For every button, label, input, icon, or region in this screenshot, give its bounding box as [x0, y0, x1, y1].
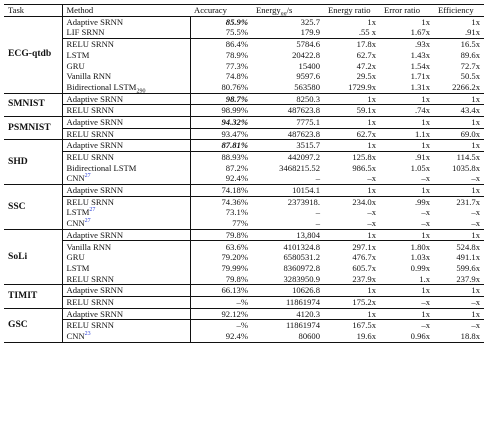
efficiency-cell: 1x [434, 116, 484, 128]
energy-cell: – [315, 173, 320, 184]
table-row [4, 252, 484, 263]
energy-ratio-cell: 59.1x [324, 105, 380, 117]
accuracy-cell: 80.76% [221, 81, 248, 92]
energy-cell: 4120.3 [252, 308, 324, 320]
efficiency-cell: 89.6x [460, 49, 480, 60]
method-label: Adaptive SRNN [66, 308, 124, 319]
method-cell [62, 263, 190, 274]
table-row [4, 39, 484, 50]
header-energy-sub: nn [280, 11, 287, 17]
method-cell [62, 173, 190, 184]
table-row [4, 140, 484, 152]
efficiency-cell: 1x [434, 308, 484, 320]
accuracy-cell: 74.36% [190, 196, 252, 207]
header-method: Method [62, 5, 190, 17]
energy-ratio-cell: 17.8x [324, 39, 380, 50]
method-label: RELU SRNN [66, 296, 115, 307]
header-accuracy: Accuracy [190, 5, 252, 17]
task-cell: SHD [4, 140, 62, 185]
method-cell [62, 16, 190, 27]
method-label: RELU SRNN [66, 152, 115, 163]
method-label: Bidirectional LSTM [66, 162, 137, 173]
energy-ratio-cell: 19.6x [324, 331, 380, 342]
error-ratio-cell: 1.05x [410, 162, 430, 173]
accuracy-cell: 92.4% [225, 173, 248, 184]
results-table [4, 4, 484, 343]
accuracy-cell: 79.99% [221, 262, 248, 273]
method-label: Adaptive SRNN [66, 285, 124, 296]
energy-ratio-cell: 476.7x [352, 252, 376, 263]
efficiency-cell: 524.8x [434, 241, 484, 252]
error-ratio-cell: 0.96x [380, 331, 434, 342]
method-label: RELU SRNN [66, 105, 115, 116]
error-ratio-cell: 1.03x [410, 252, 430, 263]
method-cell [62, 71, 190, 82]
energy-cell: 179.9 [300, 27, 320, 38]
error-ratio-cell: .74x [380, 105, 434, 117]
error-ratio-cell: 1.x [419, 273, 430, 284]
efficiency-cell: –x [471, 207, 480, 218]
error-ratio-cell: 1.54x [410, 60, 430, 71]
method-cell [62, 185, 190, 197]
error-ratio-cell: 1x [380, 16, 434, 27]
efficiency-cell: 491.1x [456, 252, 480, 263]
error-ratio-cell: 1x [380, 93, 434, 105]
method-cell [62, 241, 190, 252]
energy-ratio-cell: 1x [324, 308, 380, 320]
error-ratio-cell: 1.31x [410, 81, 430, 92]
accuracy-cell: 63.6% [190, 241, 252, 252]
method-label: LSTM [66, 262, 90, 273]
table-row [4, 60, 484, 71]
efficiency-cell: –x [471, 173, 480, 184]
energy-cell: 10626.8 [252, 285, 324, 297]
task-cell: SoLi [4, 229, 62, 284]
error-ratio-cell: 1x [380, 229, 434, 241]
energy-cell: 325.7 [252, 16, 324, 27]
energy-ratio-cell: 1x [324, 185, 380, 197]
method-cell [62, 320, 190, 331]
efficiency-cell: 1x [434, 285, 484, 297]
energy-cell: 15400 [298, 60, 320, 71]
method-cell [62, 50, 190, 61]
energy-cell: 6580531.2 [283, 252, 320, 263]
efficiency-cell: 231.7x [434, 196, 484, 207]
method-cell [62, 229, 190, 241]
energy-cell: 11861974 [252, 320, 324, 331]
energy-cell: 3515.7 [252, 140, 324, 152]
method-cell [62, 218, 190, 229]
energy-cell: 8250.3 [252, 93, 324, 105]
task-cell: TIMIT [4, 285, 62, 308]
method-cell [62, 93, 190, 105]
header-row [4, 5, 484, 17]
table-row [4, 296, 484, 308]
error-ratio-cell: 1.43x [410, 49, 430, 60]
task-cell: ECG-qtdb [4, 16, 62, 93]
efficiency-cell: –x [471, 218, 480, 229]
accuracy-cell: –% [190, 320, 252, 331]
efficiency-cell: 18.8x [434, 331, 484, 342]
energy-cell: 442097.2 [252, 151, 324, 162]
energy-ratio-cell: 1x [324, 140, 380, 152]
energy-ratio-cell: 125.8x [324, 151, 380, 162]
accuracy-cell: 92.12% [190, 308, 252, 320]
energy-ratio-cell: 1x [324, 93, 380, 105]
accuracy-cell: 86.4% [190, 39, 252, 50]
method-label: Adaptive SRNN [66, 16, 124, 27]
energy-ratio-cell: 29.5x [356, 71, 376, 82]
efficiency-cell: 69.0x [434, 128, 484, 140]
efficiency-cell: 114.5x [434, 151, 484, 162]
table-row [4, 308, 484, 320]
efficiency-cell: 1x [434, 229, 484, 241]
citation-link[interactable]: 27 [89, 207, 96, 214]
method-label: RELU SRNN [66, 320, 115, 331]
energy-cell: 3283950.9 [283, 273, 320, 284]
method-cell [62, 128, 190, 140]
method-label: Vanilla RNN [66, 71, 112, 82]
energy-ratio-cell: 167.5x [324, 320, 380, 331]
error-ratio-cell: 1.71x [410, 71, 430, 82]
error-ratio-cell: 1.67x [410, 27, 430, 38]
table-row [4, 229, 484, 241]
energy-cell: 5784.6 [252, 39, 324, 50]
table-row [4, 274, 484, 285]
table-row [4, 93, 484, 105]
error-ratio-cell: –x [421, 207, 430, 218]
accuracy-cell: 74.8% [225, 71, 248, 82]
citation-link[interactable]: 27 [84, 173, 91, 180]
accuracy-cell: –% [190, 296, 252, 308]
energy-ratio-cell: 1729.9x [348, 81, 376, 92]
error-ratio-cell: 1.80x [380, 241, 434, 252]
energy-cell: 4101324.8 [252, 241, 324, 252]
efficiency-cell: 43.4x [434, 105, 484, 117]
header-task: Task [4, 5, 62, 17]
method-cell [62, 296, 190, 308]
method-label: RELU SRNN [66, 128, 115, 139]
accuracy-cell: 87.81% [190, 140, 252, 152]
method-cell [62, 116, 190, 128]
header-efficiency: Efficiency [434, 5, 484, 17]
energy-ratio-cell: 237.9x [352, 273, 376, 284]
efficiency-cell: 1x [434, 185, 484, 197]
table-row [4, 196, 484, 207]
energy-cell: 8360972.8 [283, 262, 320, 273]
method-label: LSTM [66, 49, 90, 60]
energy-ratio-cell: 175.2x [324, 296, 380, 308]
energy-cell: – [315, 207, 320, 218]
efficiency-cell: 1x [434, 16, 484, 27]
task-cell: SMNIST [4, 93, 62, 116]
table-row [4, 263, 484, 274]
error-ratio-cell: –x [380, 296, 434, 308]
error-ratio-cell: 1x [380, 140, 434, 152]
energy-ratio-cell: 1x [324, 16, 380, 27]
results-table-container [4, 4, 484, 343]
accuracy-cell: 74.18% [190, 185, 252, 197]
accuracy-cell: 78.9% [225, 49, 248, 60]
table-row [4, 218, 484, 229]
error-ratio-cell: 1x [380, 116, 434, 128]
energy-ratio-cell: 1x [324, 116, 380, 128]
accuracy-cell: 94.32% [190, 116, 252, 128]
accuracy-cell: 87.2% [225, 162, 248, 173]
accuracy-cell: 66.13% [190, 285, 252, 297]
efficiency-cell: .91x [464, 27, 480, 38]
method-cell [62, 207, 190, 218]
method-subscript: 290 [136, 88, 146, 93]
efficiency-cell: 50.5x [460, 71, 480, 82]
efficiency-cell: –x [434, 296, 484, 308]
citation-link[interactable]: 23 [84, 331, 91, 338]
method-cell [62, 274, 190, 285]
efficiency-cell: 1035.8x [452, 162, 480, 173]
method-cell [62, 140, 190, 152]
error-ratio-cell: .91x [380, 151, 434, 162]
energy-ratio-cell: 297.1x [324, 241, 380, 252]
table-row [4, 151, 484, 162]
energy-ratio-cell: 62.7x [324, 128, 380, 140]
table-row [4, 173, 484, 184]
header-energy-unit: /s [286, 5, 293, 16]
error-ratio-cell: 1x [380, 308, 434, 320]
method-label: RELU SRNN [66, 39, 115, 50]
header-energy-ratio: Energy ratio [324, 5, 380, 17]
method-cell [62, 105, 190, 117]
energy-cell: 563580 [294, 81, 320, 92]
energy-ratio-cell: 234.0x [324, 196, 380, 207]
energy-cell: 80600 [252, 331, 324, 342]
table-row [4, 185, 484, 197]
accuracy-cell: 88.93% [190, 151, 252, 162]
method-label: CNN [66, 331, 85, 342]
method-label: Bidirectional LSTM [66, 81, 137, 92]
method-cell [62, 252, 190, 263]
energy-ratio-cell: .55 x [358, 27, 376, 38]
energy-cell: 487623.8 [252, 105, 324, 117]
task-cell: GSC [4, 308, 62, 342]
error-ratio-cell: .99x [380, 196, 434, 207]
method-cell [62, 151, 190, 162]
method-cell [62, 60, 190, 71]
accuracy-cell: 93.47% [190, 128, 252, 140]
table-row [4, 128, 484, 140]
header-energy-main: Energy [256, 5, 281, 16]
table-row [4, 16, 484, 27]
error-ratio-cell: 1x [380, 185, 434, 197]
method-cell [62, 82, 190, 93]
method-label: CNN [66, 218, 85, 229]
citation-link[interactable]: 27 [84, 218, 91, 225]
error-ratio-cell: –x [421, 218, 430, 229]
method-cell [62, 27, 190, 38]
method-label: Adaptive SRNN [66, 116, 124, 127]
accuracy-cell: 79.20% [221, 252, 248, 263]
method-label: CNN [66, 173, 85, 184]
method-label: GRU [66, 60, 85, 71]
energy-ratio-cell: –x [367, 207, 376, 218]
accuracy-cell: 92.4% [190, 331, 252, 342]
method-label: RELU SRNN [66, 273, 115, 284]
table-row [4, 285, 484, 297]
method-label: GRU [66, 252, 85, 263]
error-ratio-cell: 0.99x [410, 262, 430, 273]
energy-cell: 20422.8 [292, 49, 320, 60]
method-label: RELU SRNN [66, 196, 115, 207]
energy-cell: 487623.8 [252, 128, 324, 140]
efficiency-cell: –x [434, 320, 484, 331]
table-row [4, 105, 484, 117]
header-energy [252, 5, 324, 17]
method-cell [62, 331, 190, 342]
method-label: Adaptive SRNN [66, 93, 124, 104]
efficiency-cell: 72.7x [460, 60, 480, 71]
accuracy-cell: 73.1% [225, 207, 248, 218]
method-cell [62, 163, 190, 174]
results-body [4, 16, 484, 342]
table-row [4, 71, 484, 82]
table-row [4, 163, 484, 174]
accuracy-cell: 98.99% [190, 105, 252, 117]
method-label: LSTM [66, 207, 90, 218]
error-ratio-cell: –x [380, 320, 434, 331]
accuracy-cell: 79.8% [225, 273, 248, 284]
efficiency-cell: 1x [434, 140, 484, 152]
method-label: Adaptive SRNN [66, 229, 124, 240]
task-cell: PSMNIST [4, 116, 62, 139]
energy-ratio-cell: –x [367, 218, 376, 229]
energy-cell: 11861974 [252, 296, 324, 308]
energy-cell: 9597.6 [296, 71, 320, 82]
accuracy-cell: 75.5% [225, 27, 248, 38]
energy-ratio-cell: 62.7x [356, 49, 376, 60]
energy-ratio-cell: 605.7x [352, 262, 376, 273]
efficiency-cell: 16.5x [434, 39, 484, 50]
method-label: Adaptive SRNN [66, 140, 124, 151]
energy-cell: – [315, 218, 320, 229]
energy-cell: 7775.1 [252, 116, 324, 128]
energy-ratio-cell: 1x [324, 229, 380, 241]
energy-ratio-cell: 1x [324, 285, 380, 297]
method-cell [62, 285, 190, 297]
error-ratio-cell: 1.1x [380, 128, 434, 140]
accuracy-cell: 77% [232, 218, 248, 229]
method-label: Adaptive SRNN [66, 185, 124, 196]
table-row [4, 207, 484, 218]
energy-ratio-cell: 986.5x [352, 162, 376, 173]
method-cell [62, 39, 190, 50]
table-row [4, 82, 484, 93]
task-cell: SSC [4, 185, 62, 230]
header-error-ratio: Error ratio [380, 5, 434, 17]
energy-ratio-cell: –x [367, 173, 376, 184]
energy-cell: 2373918. [252, 196, 324, 207]
method-cell [62, 308, 190, 320]
accuracy-cell: 79.8% [190, 229, 252, 241]
accuracy-cell: 98.7% [190, 93, 252, 105]
table-row [4, 50, 484, 61]
error-ratio-cell: 1x [380, 285, 434, 297]
energy-cell: 13,804 [252, 229, 324, 241]
table-row [4, 331, 484, 342]
table-row [4, 320, 484, 331]
accuracy-cell: 77.3% [225, 60, 248, 71]
accuracy-cell: 85.9% [190, 16, 252, 27]
method-label: LIF SRNN [66, 27, 105, 38]
efficiency-cell: 2266.2x [452, 81, 480, 92]
error-ratio-cell: –x [421, 173, 430, 184]
method-cell [62, 196, 190, 207]
energy-cell: 10154.1 [252, 185, 324, 197]
energy-ratio-cell: 47.2x [356, 60, 376, 71]
table-row [4, 116, 484, 128]
energy-cell: 3468215.52 [279, 162, 320, 173]
method-label: Vanilla RNN [66, 241, 112, 252]
efficiency-cell: 237.9x [456, 273, 480, 284]
efficiency-cell: 1x [434, 93, 484, 105]
efficiency-cell: 599.6x [456, 262, 480, 273]
table-row [4, 27, 484, 38]
table-row [4, 241, 484, 252]
error-ratio-cell: .93x [380, 39, 434, 50]
